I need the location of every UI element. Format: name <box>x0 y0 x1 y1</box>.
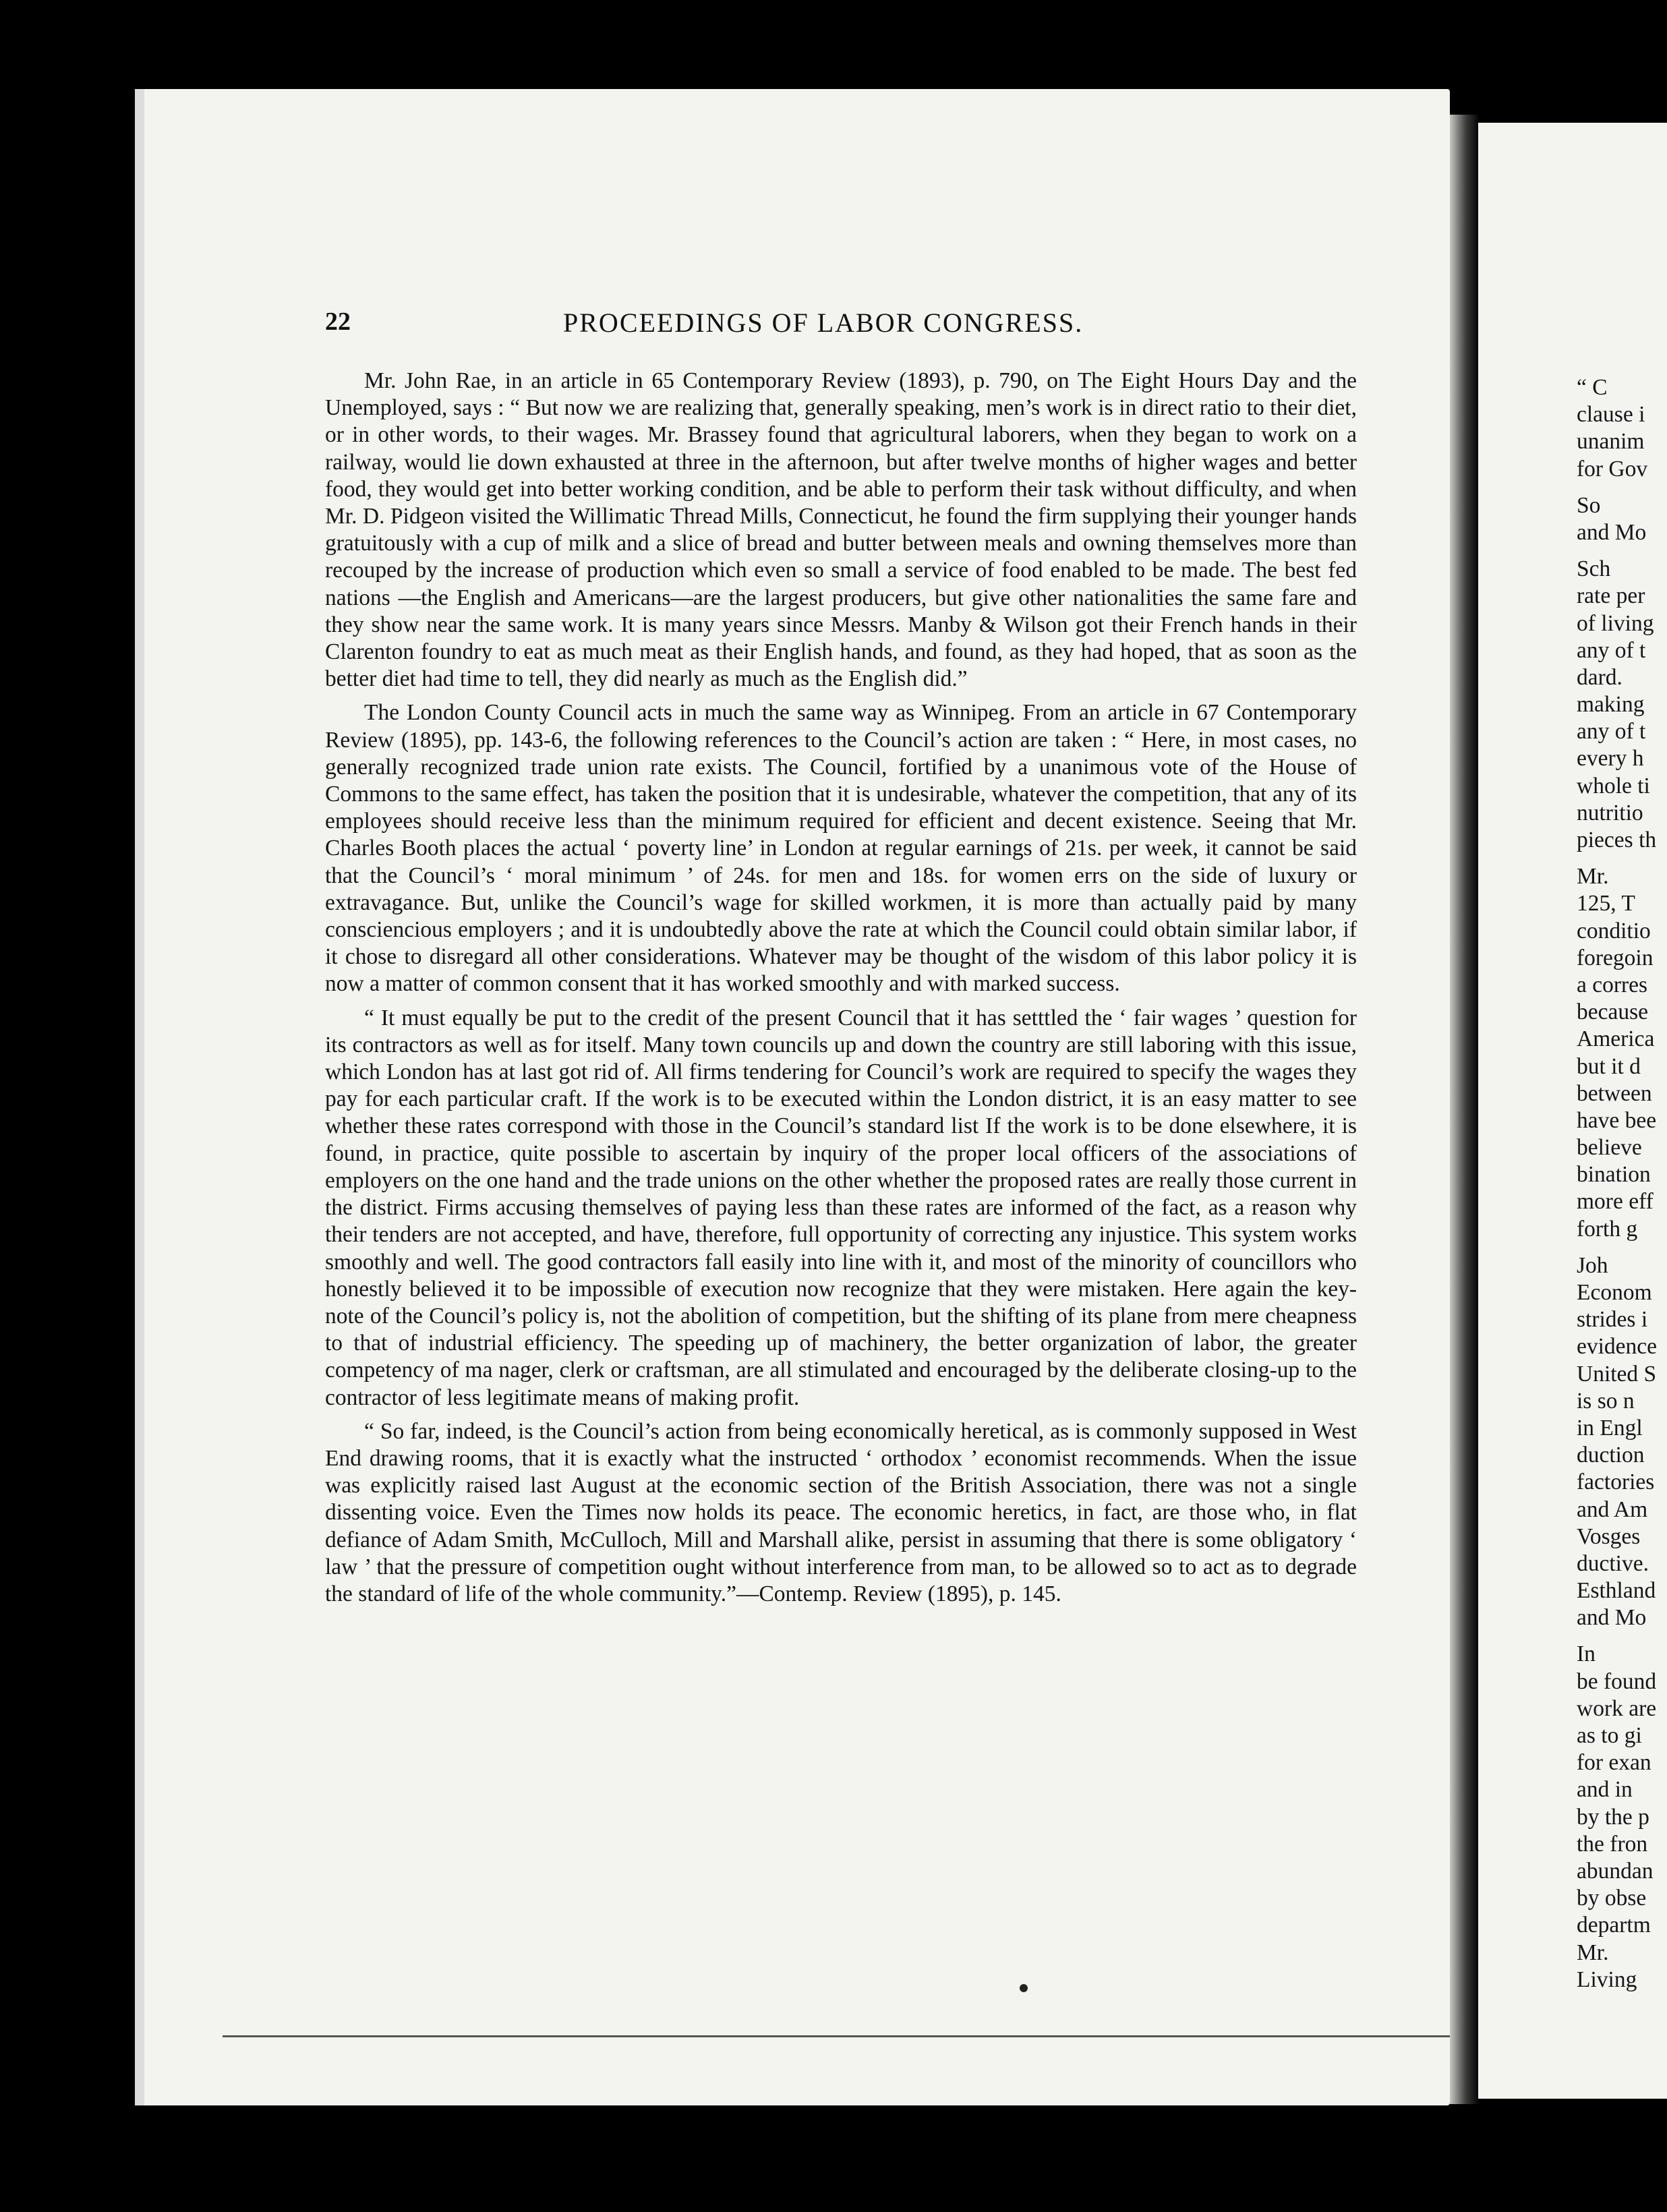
paragraph: “ So far, indeed, is the Council’s action from being economically heretical, as is commonly supposed in West End drawing rooms, that it is exactly what the instructed ‘ orthodox ’ economist recommends. When the issue was explicitly raised last August at the economic section of the British Association, there was not a single dissenting voice. Even the Times now holds its peace. The economic heretics, in fact, are those who, in flat defiance of Adam Smith, McCulloch, Mill and Marshall alike, persist in assuming that there is some obligatory ‘ law ’ that the pressure of competition ought without interference from man, to be allowed so to act as to degrade the standard of life of the whole community.”—Contemp. Review (1895), p. 145. <box>325 1418 1357 1606</box>
facing-page-line: Joh <box>1577 1252 1608 1278</box>
facing-page-line: whole ti <box>1577 773 1650 798</box>
facing-page-line: dard. <box>1577 664 1622 690</box>
page-number: 22 <box>325 308 351 336</box>
facing-page-line: foregoin <box>1577 945 1654 970</box>
facing-page-line: as to gi <box>1577 1723 1642 1748</box>
facing-page-line: Esthland <box>1577 1578 1656 1604</box>
facing-page-line: every h <box>1577 746 1644 772</box>
facing-page-line: of living <box>1577 610 1654 636</box>
facing-page-text <box>1577 374 1667 1993</box>
facing-page-line: Living <box>1577 1967 1637 1992</box>
facing-page-line: for exan <box>1577 1750 1651 1776</box>
facing-page-line: more eff <box>1577 1189 1654 1215</box>
facing-page-line: departm <box>1577 1913 1651 1938</box>
facing-page-line: Sch <box>1577 556 1611 582</box>
paragraph: “ It must equally be put to the credit of the present Council that it has setttled the ‘ fair wages ’ question for its contractors as well as for itself. Many town councils up and down the country are still laboring with this issue, which London has at last got rid of. All firms tendering for Council’s work are required to specify the wages they pay for each particular craft. If the work is to be executed within the London district, it is an easy matter to see whether these rates correspond with those in the Council’s standard list If the work is to be done elsewhere, it is found, in practice, quite possible to ascertain by inquiry of the proper local officers of the associations of employers on the one hand and the trade unions on the other whether the proposed rates are really those current in the district. Firms accusing themselves of paying less than these rates are informed of the fact, as a reason why their tenders are not accepted, and have, therefore, full opportunity of correcting any injustice. This system works smoothly and well. The good contractors fall easily into line with it, and most of the minority of councillors who honestly believed it to be impossible of execution now recognize that they were mistaken. Here again the key-note of the Council’s policy is, not the abolition of competition, but the shifting of its plane from mere cheapness to that of industrial efficiency. The speeding up of machinery, the better organization of labor, the greater competency of ma nager, clerk or craftsman, are all stimulated and encouraged by the deliberate closing-up to the contractor of less legitimate means of making profit. <box>325 1005 1357 1410</box>
facing-page-line: So <box>1577 492 1601 518</box>
facing-page-line: America <box>1577 1026 1655 1052</box>
facing-page-line: by the p <box>1577 1804 1649 1830</box>
paragraph: The London County Council acts in much the same way as Winnipeg. From an article in 67 Contemporary Review (1895), pp. 143-6, the following references to the Council’s action are taken : “ Here, in most cases, no generally recognized trade union rate exists. The Council, fortified by a unanimous vote of the House of Commons to the same effect, has taken the position that it is undesirable, whatever the competition, that any of its employees should receive less than the minimum required for efficient and decent existence. Seeing that Mr. Charles Booth places the actual ‘ poverty line’ in London at regular earnings of 21s. per week, it cannot be said that the Council’s ‘ moral minimum ’ of 24s. for men and 18s. for women errs on the side of luxury or extravagance. But, unlike the Council’s wage for skilled workmen, it is more than actually paid by many consciencious employers ; and it is undoubtedly above the rate at which the Council could obtain similar labor, if it chose to disregard all other considerations. Whatever may be thought of the wisdom of this labor policy it is now a matter of common consent that it has worked smoothly and with marked success. <box>325 700 1357 997</box>
facing-page-line: evidence <box>1577 1334 1658 1360</box>
facing-page-line: rate per <box>1577 583 1645 609</box>
facing-page-line: 125, T <box>1577 891 1635 916</box>
facing-page-line: have bee <box>1577 1107 1657 1133</box>
facing-page-line: Vosges <box>1577 1523 1641 1549</box>
facing-page-line: nutritio <box>1577 800 1643 825</box>
facing-page-line: be found <box>1577 1668 1657 1694</box>
facing-page-line: conditio <box>1577 918 1651 943</box>
facing-page-line: and Mo <box>1577 519 1647 545</box>
facing-page-line: In <box>1577 1641 1596 1667</box>
facing-page-line: any of t <box>1577 637 1646 663</box>
facing-page-line: duction <box>1577 1443 1645 1468</box>
facing-page-line: unanim <box>1577 429 1645 455</box>
facing-page-line: but it d <box>1577 1053 1641 1079</box>
printer-mark <box>1020 1984 1028 1992</box>
facing-page-line: a corres <box>1577 972 1648 997</box>
facing-page-line: any of t <box>1577 719 1646 745</box>
body-text <box>325 368 1357 1614</box>
facing-page-line: is so n <box>1577 1388 1635 1414</box>
facing-page-line: abundan <box>1577 1858 1654 1884</box>
facing-page-line: and Mo <box>1577 1605 1647 1631</box>
page-bottom-rule <box>223 2035 1450 2037</box>
facing-page-line: in Engl <box>1577 1415 1643 1440</box>
facing-page-line: Econom <box>1577 1280 1652 1305</box>
facing-page-line: factories <box>1577 1469 1655 1495</box>
book-gutter <box>1450 115 1480 2104</box>
facing-page-line: Mr. <box>1577 1940 1609 1965</box>
facing-page-line: forth g <box>1577 1216 1638 1242</box>
facing-page-line: making <box>1577 692 1645 718</box>
facing-page-line: and in <box>1577 1777 1633 1803</box>
facing-page-line: bination <box>1577 1162 1651 1188</box>
facing-page-line: for Gov <box>1577 456 1648 482</box>
facing-page-line: by obse <box>1577 1886 1647 1911</box>
running-head: PROCEEDINGS OF LABOR CONGRESS. <box>563 308 1084 338</box>
facing-page-line: believe <box>1577 1135 1642 1161</box>
facing-page-line: ductive. <box>1577 1550 1649 1576</box>
left-page-edge <box>135 89 144 2105</box>
facing-page-line: “ C <box>1577 375 1608 400</box>
facing-page-line: between <box>1577 1080 1652 1106</box>
facing-page-line: work are <box>1577 1695 1657 1721</box>
paragraph: Mr. John Rae, in an article in 65 Contemporary Review (1893), p. 790, on The Eight Hours Day and the Unemployed, says : “ But now we are realizing that, generally speaking, men’s work is in direct ratio to their diet, or in other words, to their wages. Mr. Brassey found that agricultural laborers, when they began to work on a railway, would lie down exhausted at three in the afternoon, but after twelve months of higher wages and better food, they would get into better working condition, and be able to perform their task without difficulty, and when Mr. D. Pidgeon visited the Willimatic Thread Mills, Connecticut, he found the firm supplying their younger hands gratuitously with a cup of milk and a slice of bread and butter between meals and owning themselves more than recouped by the increase of production which even so small a service of food enabled to be made. The best fed nations —the English and Americans—are the largest producers, but give other nationalities the same fare and they show near the same work. It is many years since Messrs. Manby & Wilson got their French hands in their Clarenton foundry to eat as much meat as their English hands, and found, as they had hoped, that as soon as the better diet had time to tell, they did nearly as much as the English did.” <box>325 368 1357 692</box>
facing-page-line: United S <box>1577 1361 1657 1387</box>
facing-page-line: pieces th <box>1577 827 1657 852</box>
facing-page-line: Mr. <box>1577 864 1609 890</box>
facing-page-line: clause i <box>1577 402 1645 428</box>
facing-page-line: the fron <box>1577 1831 1648 1857</box>
facing-page-line: and Am <box>1577 1496 1648 1522</box>
facing-page-line: because <box>1577 999 1649 1025</box>
facing-page-line: strides i <box>1577 1307 1648 1333</box>
